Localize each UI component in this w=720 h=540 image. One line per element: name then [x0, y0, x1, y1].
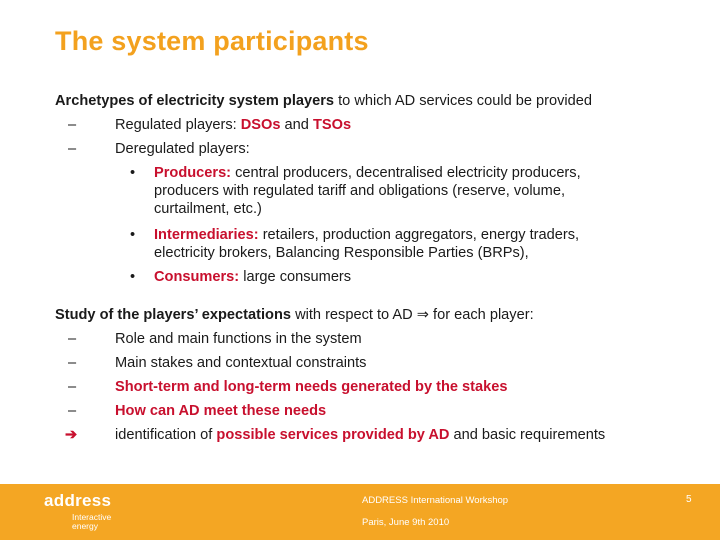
consumers-rest: large consumers — [239, 269, 352, 285]
section2-lead-bold: Study of the players’ expectations — [55, 307, 292, 323]
intermediaries-label: Intermediaries: — [154, 227, 259, 243]
conclusion-bold: possible services provided by AD — [216, 427, 450, 443]
dash-marker: – — [68, 331, 77, 347]
deregulated-text: Deregulated players: — [115, 141, 250, 157]
page-number: 5 — [686, 494, 692, 505]
bullet-marker: • — [130, 227, 136, 243]
conclusion-rest: and basic requirements — [449, 427, 606, 443]
study-item-text: Role and main functions in the system — [115, 331, 362, 347]
section2-lead-rest: with respect to AD — [291, 307, 417, 323]
section1-lead — [55, 92, 592, 110]
logo-tagline — [72, 513, 111, 531]
consumers-text — [154, 268, 351, 286]
dash-marker: – — [68, 117, 77, 133]
section2-lead-end: for each player: — [428, 307, 534, 323]
producers-line2: producers with regulated tariff and obligations (reserve, volume, — [154, 183, 566, 199]
producers-label: Producers: — [154, 165, 232, 181]
slide-title: The system participants — [55, 26, 369, 56]
dash-marker: – — [68, 403, 77, 419]
section1-lead-bold: Archetypes of electricity system players — [55, 93, 335, 109]
regulated-text — [115, 116, 351, 134]
dash-marker: – — [68, 141, 77, 157]
address-logo: address — [44, 491, 112, 510]
arrow-right-icon: ➔ — [65, 427, 78, 443]
footer-event: ADDRESS International Workshop — [362, 495, 509, 506]
section2-lead — [55, 306, 534, 324]
producers-text — [154, 164, 581, 182]
logo-tagline-line1: Interactive — [72, 512, 112, 522]
dsos-label: DSOs — [240, 117, 281, 133]
footer-place-date: Paris, June 9th 2010 — [362, 517, 450, 528]
dash-marker: – — [68, 355, 77, 371]
regulated-and: and — [280, 117, 313, 133]
logo-tagline-line2: energy — [72, 521, 98, 531]
study-item-text: How can AD meet these needs — [115, 403, 327, 419]
intermediaries-line2: electricity brokers, Balancing Responsible Parties (BRPs), — [154, 245, 529, 261]
study-item-text: Main stakes and contextual constraints — [115, 355, 367, 371]
regulated-prefix: Regulated players: — [115, 117, 241, 133]
producers-line3: curtailment, etc.) — [154, 201, 262, 217]
intermediaries-line1: retailers, production aggregators, energy traders, — [258, 227, 580, 243]
conclusion-prefix: identification of — [115, 427, 217, 443]
footer-bar — [0, 484, 720, 540]
tsos-label: TSOs — [312, 117, 352, 133]
bullet-marker: • — [130, 269, 136, 285]
consumers-label: Consumers: — [154, 269, 240, 285]
conclusion-text — [115, 426, 605, 444]
bullet-marker: • — [130, 165, 136, 181]
producers-line1: central producers, decentralised electricity producers, — [231, 165, 581, 181]
implies-icon: ⇒ — [416, 307, 429, 323]
dash-marker: – — [68, 379, 77, 395]
study-item-text: Short-term and long-term needs generated by the stakes — [115, 379, 508, 395]
intermediaries-text — [154, 226, 579, 244]
section1-lead-rest: to which AD services could be provided — [334, 93, 593, 109]
